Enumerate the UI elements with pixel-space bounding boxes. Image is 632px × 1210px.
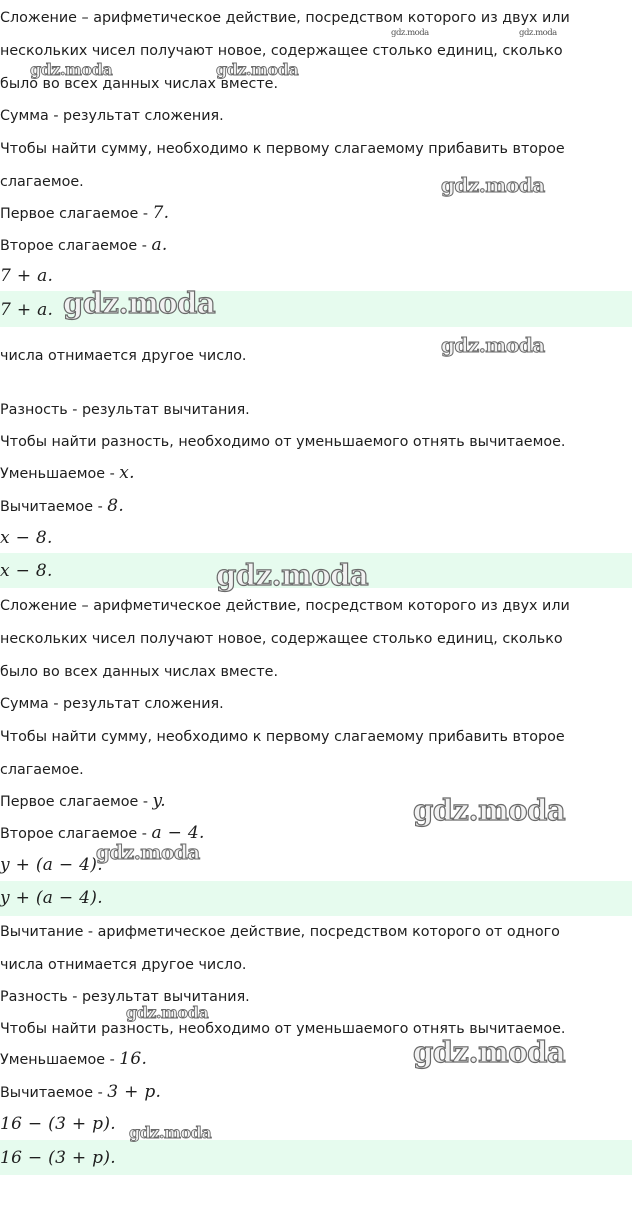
label: Вычитаемое - bbox=[0, 499, 108, 515]
watermark: gdz.moda bbox=[63, 286, 216, 320]
math-value: a. bbox=[151, 235, 168, 255]
answer: x − 8. bbox=[0, 561, 53, 581]
answer: 7 + a. bbox=[0, 300, 54, 320]
text-line: Вычитание - арифметическое действие, посредством которого от одного bbox=[0, 924, 560, 940]
math-value: 7. bbox=[152, 203, 170, 223]
math-value: x. bbox=[119, 463, 135, 483]
math-value: y. bbox=[152, 791, 166, 811]
first-term-line bbox=[0, 203, 169, 224]
text-line: Чтобы найти разность, необходимо от уменьшаемого отнять вычитаемое. bbox=[0, 434, 566, 450]
text-line: было во всех данных числах вместе. bbox=[0, 664, 279, 680]
text-line: Разность - результат вычитания. bbox=[0, 402, 250, 418]
text-line: числа отнимается другое число. bbox=[0, 348, 247, 364]
answer: y + (a − 4). bbox=[0, 888, 103, 908]
watermark: gdz.moda bbox=[96, 840, 200, 864]
expression: 7 + a. bbox=[0, 266, 54, 286]
expression: y + (a − 4). bbox=[0, 855, 103, 875]
label: Второе слагаемое - bbox=[0, 238, 152, 254]
math-value: 3 + p. bbox=[107, 1082, 162, 1102]
text-line: слагаемое. bbox=[0, 762, 84, 778]
text-line: Чтобы найти сумму, необходимо к первому слагаемому прибавить второе bbox=[0, 141, 565, 157]
label: Второе слагаемое - bbox=[0, 826, 152, 842]
text-line: слагаемое. bbox=[0, 174, 84, 190]
answer: 16 − (3 + p). bbox=[0, 1148, 117, 1168]
watermark: gdz.moda bbox=[441, 333, 545, 357]
text-line: Сложение – арифметическое действие, посредством которого из двух или bbox=[0, 10, 570, 26]
label: Первое слагаемое - bbox=[0, 794, 153, 810]
label: Уменьшаемое - bbox=[0, 466, 120, 482]
minuend-line bbox=[0, 1049, 147, 1070]
first-term-line bbox=[0, 791, 166, 812]
text-line: Чтобы найти разность, необходимо от уменьшаемого отнять вычитаемое. bbox=[0, 1021, 566, 1037]
watermark: gdz.moda bbox=[216, 558, 369, 592]
watermark: gdz.moda bbox=[519, 28, 557, 38]
text-line: было во всех данных числах вместе. bbox=[0, 76, 279, 92]
watermark: gdz.moda bbox=[441, 173, 545, 197]
watermark: gdz.moda bbox=[129, 1123, 212, 1142]
watermark: gdz.moda bbox=[391, 28, 429, 38]
text-line: нескольких чисел получают новое, содержащее столько единиц, сколько bbox=[0, 631, 563, 647]
math-value: 8. bbox=[107, 496, 125, 516]
watermark: gdz.moda bbox=[413, 1035, 566, 1069]
expression: 16 − (3 + p). bbox=[0, 1114, 117, 1134]
subtrahend-line bbox=[0, 1082, 161, 1103]
label: Уменьшаемое - bbox=[0, 1052, 120, 1068]
text-line: Сумма - результат сложения. bbox=[0, 108, 224, 124]
text-line: Разность - результат вычитания. bbox=[0, 989, 250, 1005]
watermark: gdz.moda bbox=[30, 60, 113, 79]
subtrahend-line bbox=[0, 496, 124, 517]
math-value: a − 4. bbox=[151, 823, 205, 843]
label: Вычитаемое - bbox=[0, 1085, 108, 1101]
label: Первое слагаемое - bbox=[0, 206, 153, 222]
text-line: числа отнимается другое число. bbox=[0, 957, 247, 973]
expression: x − 8. bbox=[0, 528, 53, 548]
watermark: gdz.moda bbox=[216, 60, 299, 79]
text-line: Сумма - результат сложения. bbox=[0, 696, 224, 712]
watermark: gdz.moda bbox=[126, 1003, 209, 1022]
second-term-line bbox=[0, 235, 168, 256]
math-value: 16. bbox=[119, 1049, 148, 1069]
watermark: gdz.moda bbox=[413, 793, 566, 827]
text-line: нескольких чисел получают новое, содержащее столько единиц, сколько bbox=[0, 43, 563, 59]
text-line: Чтобы найти сумму, необходимо к первому слагаемому прибавить второе bbox=[0, 729, 565, 745]
minuend-line bbox=[0, 463, 135, 484]
text-line: Сложение – арифметическое действие, посредством которого из двух или bbox=[0, 598, 570, 614]
